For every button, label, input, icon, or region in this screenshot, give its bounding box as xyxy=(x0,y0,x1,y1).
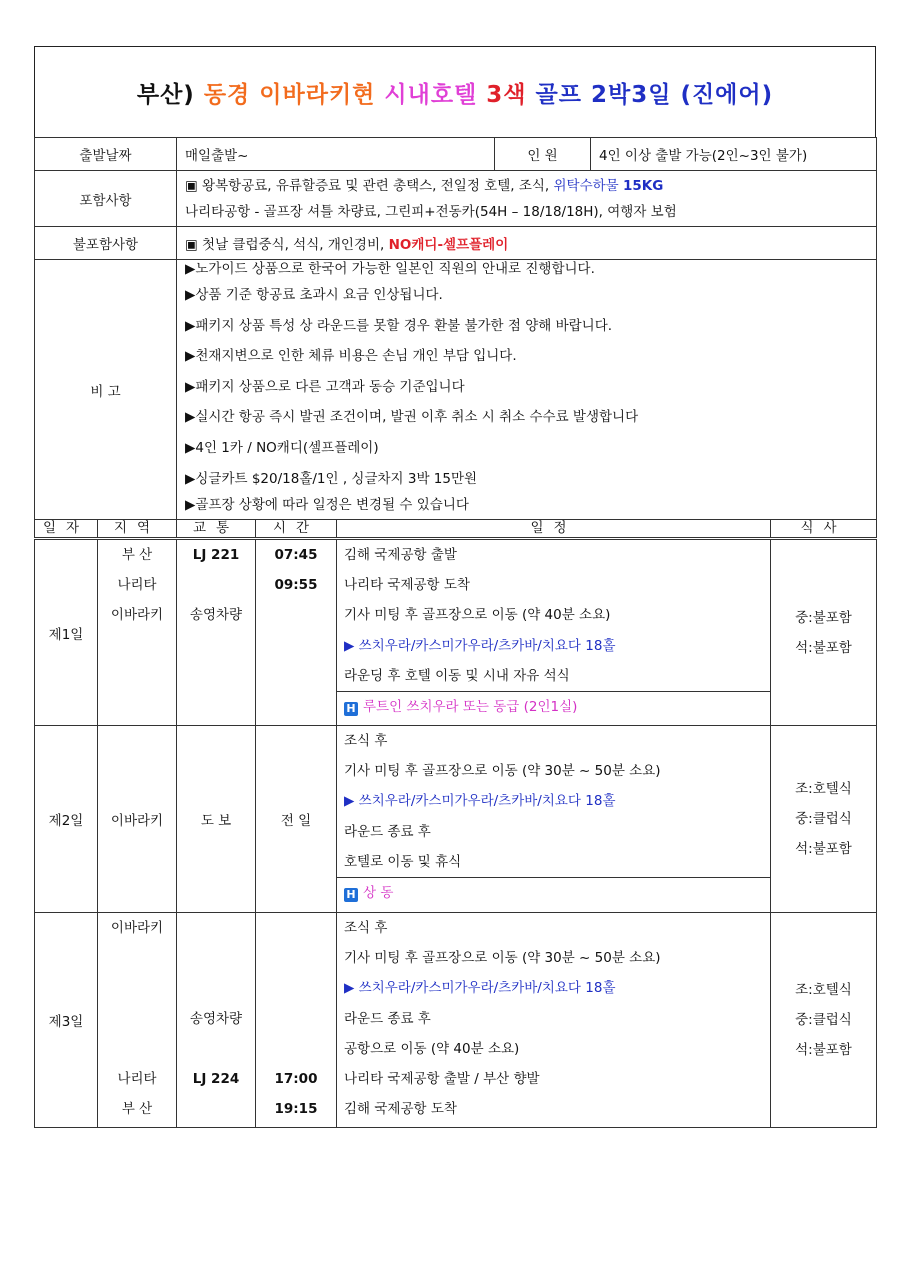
title-origin: 부산) xyxy=(136,81,195,108)
baggage-label: 위탁수하물 xyxy=(553,177,619,194)
day3-plans xyxy=(337,913,771,1128)
remark-item: ▶4인 1카 / NO캐디(셀프플레이) xyxy=(185,439,379,456)
included-line-1 xyxy=(185,173,868,199)
meal: 중:불포함 xyxy=(795,609,852,626)
day1-regions xyxy=(98,539,177,726)
day1-label: 제1일 xyxy=(35,539,98,726)
day2-plans xyxy=(337,726,771,913)
no-caddie-note: NO캐디-셀프플레이 xyxy=(388,237,509,253)
meal: 중:클럽식 xyxy=(795,811,852,827)
header-meal: 식사 xyxy=(771,520,877,539)
remarks-label: 비 고 xyxy=(35,260,177,520)
excluded-value xyxy=(177,227,877,260)
day2-meals xyxy=(771,726,877,913)
time xyxy=(256,973,336,1003)
plan-item: 라운딩 후 호텔 이동 및 시내 자유 석식 xyxy=(344,667,570,684)
meal: 석:불포함 xyxy=(795,1042,852,1058)
hotel-line xyxy=(337,691,770,722)
remark-item: ▶천재지변으로 인한 체류 비용은 손님 개인 부담 입니다. xyxy=(185,348,517,365)
region: 부 산 xyxy=(121,547,153,563)
included-value xyxy=(177,171,877,227)
title-destination: 동경 이바라키현 xyxy=(203,81,376,108)
day1-meals xyxy=(771,539,877,726)
excluded-label: 불포함사항 xyxy=(35,227,177,260)
day3-times xyxy=(256,913,337,1128)
transport xyxy=(177,570,255,600)
people-label: 인 원 xyxy=(495,138,591,171)
plan-item: 기사 미팅 후 골프장으로 이동 (약 30분 ~ 50분 소요) xyxy=(344,950,661,967)
plan-item: 공항으로 이동 (약 40분 소요) xyxy=(344,1040,520,1057)
day1-times xyxy=(256,539,337,726)
day3-transports xyxy=(177,913,256,1128)
excluded-text: ▣ 첫날 클럽중식, 석식, 개인경비, xyxy=(185,237,385,253)
remark-item: ▶패키지 상품 특성 상 라운드를 못할 경우 환불 불가한 점 양해 바랍니다. xyxy=(185,317,613,334)
day3-regions xyxy=(98,913,177,1128)
region: 이바라키 xyxy=(98,726,177,913)
time: 17:00 xyxy=(274,1070,318,1087)
plan-item: 라운드 종료 후 xyxy=(344,823,431,840)
time: 전 일 xyxy=(256,726,337,913)
remark-item: ▶패키지 상품으로 다른 고객과 동승 기준입니다 xyxy=(185,378,465,395)
meal: 석:불포함 xyxy=(795,841,852,857)
region xyxy=(98,1004,176,1034)
time: 09:55 xyxy=(274,577,318,594)
region xyxy=(98,943,176,973)
remark-item: ▶실시간 항공 즉시 발권 조건이며, 발권 이후 취소 시 취소 수수료 발생합니다 xyxy=(185,409,639,426)
included-text: ▣ 왕복항공료, 유류할증료 및 관련 총택스, 전일정 호텔, 조식, xyxy=(185,177,550,194)
day1-transports xyxy=(177,539,256,726)
header-plan: 일정 xyxy=(337,520,771,539)
day1-row xyxy=(35,539,877,726)
transport xyxy=(177,1034,255,1064)
transport: 송영차량 xyxy=(189,1010,243,1027)
meal: 중:클럽식 xyxy=(795,1012,852,1028)
region xyxy=(98,1034,176,1064)
transport: 도 보 xyxy=(177,726,256,913)
transport xyxy=(177,973,255,1003)
time xyxy=(256,1034,336,1064)
region: 이바라키 xyxy=(110,607,164,624)
region: 나리타 xyxy=(117,1070,157,1087)
schedule-table xyxy=(34,519,877,1128)
header-time: 시간 xyxy=(256,520,337,539)
people-value: 4인 이상 출발 가능(2인~3인 불가) xyxy=(591,138,877,171)
plan-item: 나리타 국제공항 출발 / 부산 향발 xyxy=(344,1070,540,1087)
plan-item: 기사 미팅 후 골프장으로 이동 (약 40분 소요) xyxy=(344,607,611,624)
region: 부 산 xyxy=(121,1101,153,1118)
region: 이바라키 xyxy=(110,920,164,936)
plan-item: 김해 국제공항 출발 xyxy=(344,547,457,563)
golf-course: ▶ 쓰치우라/카스미가우라/츠카바/치요다 18홀 xyxy=(344,637,616,654)
transport xyxy=(177,1094,255,1124)
hotel-line xyxy=(337,877,770,908)
transport xyxy=(177,943,255,973)
meal: 조:호텔식 xyxy=(795,781,852,797)
departure-label: 출발날짜 xyxy=(35,138,177,171)
info-table xyxy=(34,137,877,520)
flight-number: LJ 224 xyxy=(192,1070,240,1087)
title-color-count: 3색 xyxy=(486,81,527,108)
plan-item: 라운드 종료 후 xyxy=(344,1010,431,1027)
header-day: 일자 xyxy=(35,520,98,539)
day3-row xyxy=(35,913,877,1128)
included-label: 포함사항 xyxy=(35,171,177,227)
plan-item: 조식 후 xyxy=(344,733,388,749)
region: 나리타 xyxy=(117,577,157,594)
day2-label: 제2일 xyxy=(35,726,98,913)
plan-item: 나리타 국제공항 도착 xyxy=(344,577,470,594)
time xyxy=(256,943,336,973)
remarks-list xyxy=(177,260,877,520)
plan-item: 기사 미팅 후 골프장으로 이동 (약 30분 ~ 50분 소요) xyxy=(344,763,661,780)
title-golf: 골프 2박3일 (진에어) xyxy=(535,81,774,108)
meal: 석:불포함 xyxy=(795,639,852,656)
day3-meals xyxy=(771,913,877,1128)
time: 07:45 xyxy=(274,547,318,563)
header-region: 지역 xyxy=(98,520,177,539)
hotel-name: 상 동 xyxy=(363,884,394,901)
hotel-icon: H xyxy=(344,888,358,902)
time xyxy=(256,1004,336,1034)
included-line-2: 나리타공항 - 골프장 셔틀 차량료, 그린피+전동카(54H – 18/18/18H), 여행자 보험 xyxy=(185,203,677,220)
plan-item: 조식 후 xyxy=(344,920,388,936)
flight-number: LJ 221 xyxy=(192,547,240,563)
transport xyxy=(177,913,255,943)
remark-item: ▶싱글카트 $20/18홀/1인 , 싱글차지 3박 15만원 xyxy=(185,470,478,487)
plan-item: 김해 국제공항 도착 xyxy=(344,1101,457,1118)
plan-item: 호텔로 이동 및 휴식 xyxy=(344,853,462,870)
time xyxy=(256,913,336,943)
baggage-weight: 15KG xyxy=(623,177,664,194)
meal: 조:호텔식 xyxy=(795,982,852,998)
title-hotel: 시내호텔 xyxy=(384,81,478,108)
remark-item: ▶골프장 상황에 따라 일정은 변경될 수 있습니다 xyxy=(185,497,469,514)
hotel-name: 루트인 쓰치우라 또는 동급 (2인1실) xyxy=(363,698,578,715)
day2-row xyxy=(35,726,877,913)
day3-label: 제3일 xyxy=(35,913,98,1128)
page-title xyxy=(137,76,773,109)
day1-plans xyxy=(337,539,771,726)
title-box xyxy=(34,46,876,138)
hotel-icon: H xyxy=(344,702,358,716)
transport: 송영차량 xyxy=(189,607,243,624)
remark-item: ▶상품 기준 항공료 초과시 요금 인상됩니다. xyxy=(185,287,443,303)
header-transport: 교통 xyxy=(177,520,256,539)
golf-course: ▶ 쓰치우라/카스미가우라/츠카바/치요다 18홀 xyxy=(344,793,616,810)
time: 19:15 xyxy=(274,1101,318,1118)
remark-item: ▶노가이드 상품으로 한국어 가능한 일본인 직원의 안내로 진행합니다. xyxy=(185,261,595,277)
region xyxy=(98,973,176,1003)
golf-course: ▶ 쓰치우라/카스미가우라/츠카바/치요다 18홀 xyxy=(344,980,616,997)
departure-value: 매일출발~ xyxy=(177,138,495,171)
